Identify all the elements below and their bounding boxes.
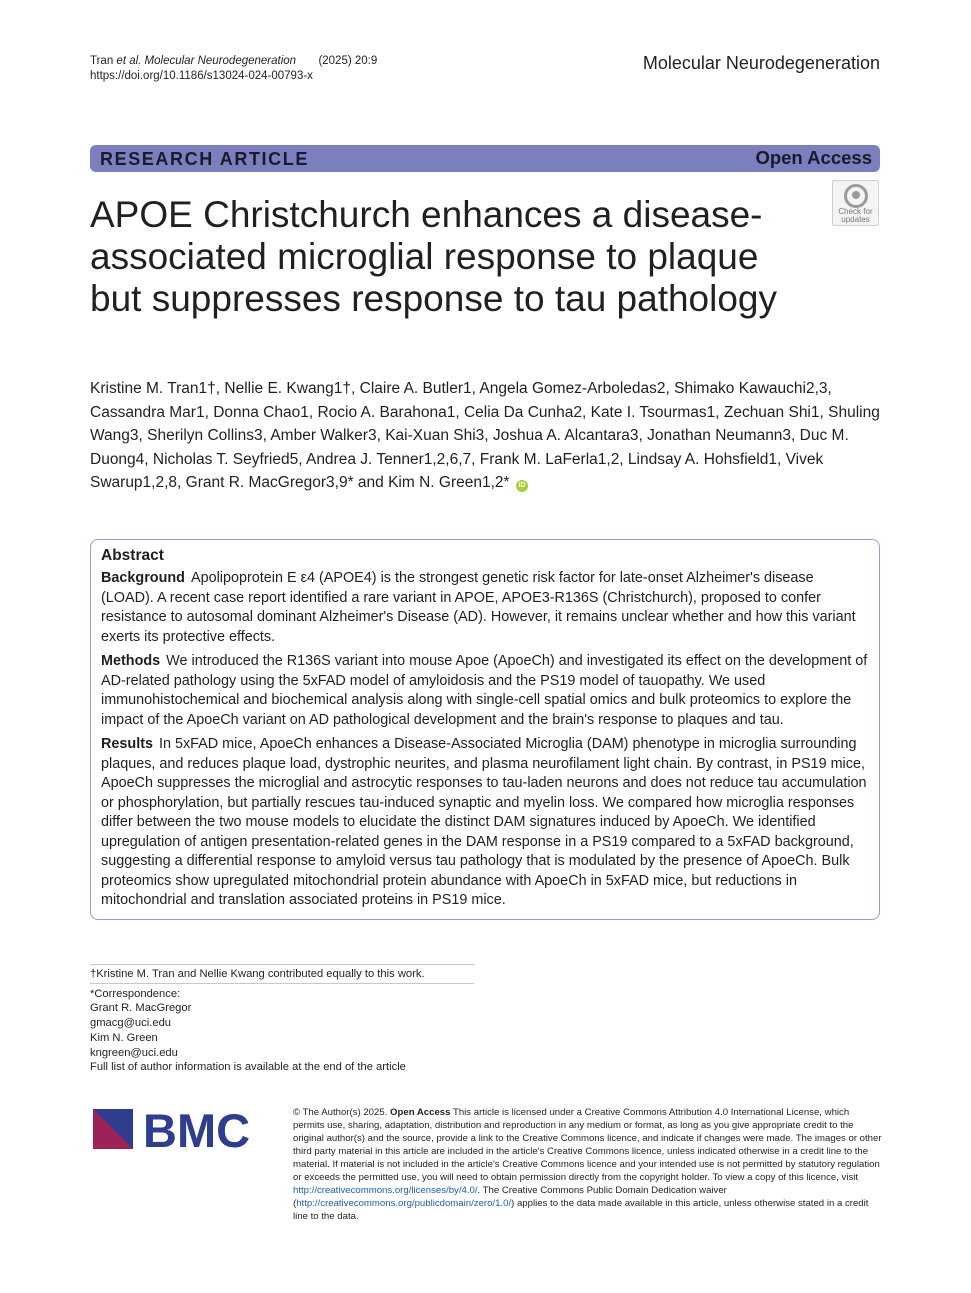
orcid-icon[interactable]: iD bbox=[516, 480, 528, 492]
article-type-banner bbox=[90, 145, 880, 172]
check-updates-line1: Check for bbox=[838, 207, 873, 216]
methods-label: Methods bbox=[101, 653, 161, 669]
abstract-results bbox=[101, 735, 869, 911]
author-list bbox=[90, 377, 890, 495]
check-for-updates-badge[interactable] bbox=[832, 180, 879, 226]
article-title: APOE Christchurch enhances a disease-associated microglial response to plaque but suppresses response to tau pathology bbox=[90, 194, 778, 319]
background-text: Apolipoprotein E ε4 (APOE4) is the strongest genetic risk factor for late-onset Alzheimer's disease (LOAD). A recent case report identified a rare variant in APOE, APOE3-R136S (Christchurch), proposed to confer resistance to autosomal dominant Alzheimer's Disease (AD). However, it remains unclear whether and how this variant exerts its protective effects. bbox=[101, 570, 856, 645]
footnotes bbox=[90, 964, 474, 1075]
bmc-logo-text: BMC bbox=[143, 1106, 251, 1152]
license-prefix: © The Author(s) 2025. bbox=[293, 1107, 391, 1118]
license-body-2: . The Creative Commons Public Domain Dedication waiver ( bbox=[293, 1185, 727, 1209]
article-type-label: RESEARCH ARTICLE bbox=[100, 149, 309, 169]
license-body-1: This article is licensed under a Creative Commons Attribution 4.0 International License, which permits use, sharing, adaptation, distribution and reproduction in any medium or format, as long as you give appropriate credit to the original author(s) and the source, provide a link to the Creative Commons licence, and indicate if changes were made. The images or other third party material in this article are included in the article's Creative Commons licence, unless indicated otherwise in a credit line to the material. If material is not included in the article's Creative Commons licence and your intended use is not permitted by statutory regulation or exceeds the permitted use, you will need to obtain permission directly from the copyright holder. To view a copy of this licence, visit bbox=[293, 1107, 882, 1183]
authors-text: Kristine M. Tran1†, Nellie E. Kwang1†, Claire A. Butler1, Angela Gomez-Arboledas2, Shimako Kawauchi2,3, Cassandra Mar1, Donna Chao1, Rocio A. Barahona1, Celia Da Cunha2, Kate I. Tsourmas1, Zechuan Shi1, Shuling Wang3, Sherilyn Collins3, Amber Walker3, Kai-Xuan Shi3, Joshua A. Alcantara3, Jonathan Neumann3, Duc M. Duong4, Nicholas T. Seyfried5, Andrea J. Tenner1,2,6,7, Frank M. LaFerla1,2, Lindsay A. Hohsfield1, Vivek Swarup1,2,8, Grant R. MacGregor3,9* and Kim N. Green1,2* bbox=[90, 380, 880, 491]
results-label: Results bbox=[101, 736, 153, 752]
correspondent-1-name: Grant R. MacGregor bbox=[90, 1002, 192, 1015]
citation-author: Tran bbox=[90, 55, 117, 67]
journal-name: Molecular Neurodegeneration bbox=[642, 53, 880, 73]
equal-contribution-note: †Kristine M. Tran and Nellie Kwang contributed equally to this work. bbox=[90, 968, 425, 980]
correspondent-1-email[interactable]: gmacg@uci.edu bbox=[90, 1017, 172, 1030]
correspondence-label: *Correspondence: bbox=[90, 987, 181, 1000]
doi-link[interactable]: https://doi.org/10.1186/s13024-024-00793-x bbox=[90, 70, 313, 82]
citation-year: (2025) 20:9 bbox=[318, 55, 378, 67]
background-label: Background bbox=[101, 570, 185, 586]
license-link[interactable]: http://creativecommons.org/licenses/by/4.0/ bbox=[293, 1185, 478, 1196]
correspondence-block bbox=[90, 984, 474, 1075]
results-text: In 5xFAD mice, ApoeCh enhances a Disease-Associated Microglia (DAM) phenotype in microglia surrounding plaques, and reduces plaque load, dystrophic neurites, and plasma neurofilament light chain. By contrast, in PS19 mice, ApoeCh suppresses the microglial and astrocytic responses to tau-laden neurons and does not reduce tau accumulation or phosphorylation, but partially rescues tau-induced synaptic and myelin loss. We compared how microglia responses differ between the two mouse models to elucidate the distinct DAM signatures induced by ApoeCh. We identified upregulation of antigen presentation-related genes in the DAM response in a PS19 compared to a 5xFAD background, suggesting a differential response to amyloid versus tau pathology that is modulated by the presence of ApoeCh. Bulk proteomics show upregulated mitochondrial protein abundance with ApoeCh in 5xFAD mice, but reductions in mitochondrial and translation associated proteins in PS19 mice. bbox=[101, 736, 867, 908]
abstract-background bbox=[101, 569, 869, 647]
abstract-methods bbox=[101, 652, 869, 730]
correspondent-2-name: Kim N. Green bbox=[90, 1031, 158, 1044]
license-body-3: ) applies to the data made available in this article, unless otherwise stated in a credit line to the data. bbox=[293, 1198, 869, 1222]
correspondent-2-email[interactable]: kngreen@uci.edu bbox=[90, 1046, 178, 1059]
check-updates-line2: updates bbox=[841, 215, 870, 224]
public-domain-link[interactable]: http://creativecommons.org/publicdomain/zero/1.0/ bbox=[296, 1198, 512, 1209]
methods-text: We introduced the R136S variant into mouse Apoe (ApoeCh) and investigated its effect on the development of AD-related pathology using the 5xFAD model of amyloidosis and the PS19 model of tauopathy. We used immunohistochemical and biochemical analysis along with single-cell spatial omics and bulk proteomics to explore the impact of the ApoeCh variant on AD pathological development and the brain's response to plaques and tau. bbox=[101, 653, 868, 728]
check-updates-icon bbox=[844, 184, 868, 208]
citation-journal: et al. Molecular Neurodegeneration bbox=[116, 55, 297, 67]
bmc-logo bbox=[93, 1106, 268, 1152]
abstract-box bbox=[90, 539, 880, 920]
license-statement bbox=[293, 1106, 883, 1223]
author-info-note: Full list of author information is available at the end of the article bbox=[90, 1061, 406, 1074]
open-access-label: Open Access bbox=[755, 147, 872, 168]
article-citation bbox=[90, 54, 377, 84]
abstract-heading: Abstract bbox=[101, 547, 164, 564]
license-open-access: Open Access bbox=[390, 1107, 451, 1118]
